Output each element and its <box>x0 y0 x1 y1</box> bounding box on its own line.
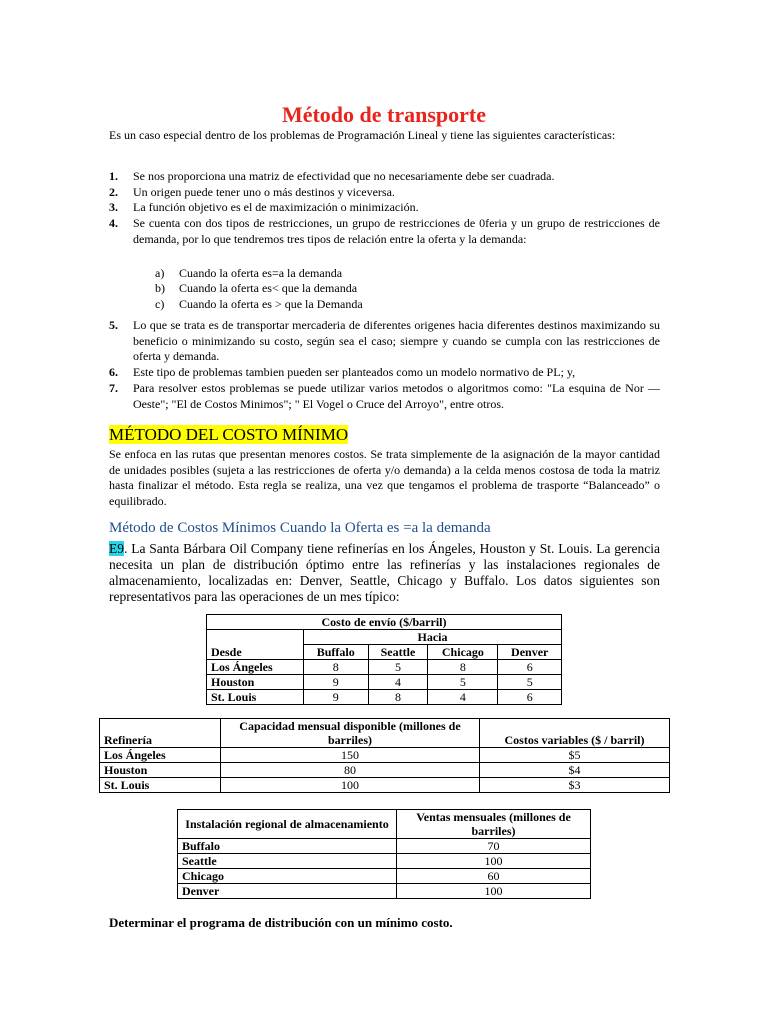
col-header: Seattle <box>368 645 428 660</box>
list-item: Se nos proporciona una matriz de efectividad que no necesariamente debe ser cuadrada. <box>133 169 555 183</box>
row-header: Houston <box>100 763 221 778</box>
section-paragraph: Se enfoca en las rutas que presentan menores costos. Se trata simplemente de la asignación de la mayor cantidad de unidades posibles (sujeta a las restricciones de oferta y/o demanda) a la celda menos costosa de toda la matriz hasta finalizar el método. Esta regla se realiza, una vez que tengamos el problema de trasporte “Balanceado” o equilibrado. <box>109 447 660 508</box>
table-row <box>100 763 670 778</box>
intro-paragraph: Es un caso especial dentro de los problemas de Programación Lineal y tiene las siguientes características: <box>109 128 616 142</box>
col-header: Ventas mensuales (millones de barriles) <box>397 810 591 839</box>
sublist-letter: a) <box>155 266 165 280</box>
row-header: Buffalo <box>178 839 397 854</box>
col-header: Denver <box>498 645 562 660</box>
sublist-item: Cuando la oferta es=a la demanda <box>179 266 343 280</box>
table-row <box>178 854 591 869</box>
table-row <box>100 748 670 763</box>
table-row <box>178 839 591 854</box>
row-header: Los Ángeles <box>207 660 304 675</box>
table-cell: 8 <box>368 690 428 705</box>
list-number: 3. <box>109 200 118 214</box>
table-cell: $3 <box>480 778 670 793</box>
col-header: Buffalo <box>303 645 368 660</box>
table-cell: 5 <box>368 660 428 675</box>
list-item: Lo que se trata es de transportar mercaderia de diferentes origenes hacia diferentes destinos maximizando su beneficio o minimizando su costo, según sea el caso; siempre y cuando se cumpla con las restricciones de oferta y demanda. <box>133 318 660 363</box>
sublist-letter: b) <box>155 281 165 295</box>
table-cell: $5 <box>480 748 670 763</box>
row-header: Seattle <box>178 854 397 869</box>
cost-table <box>206 614 562 705</box>
table-cell: 5 <box>498 675 562 690</box>
col-header: Refinería <box>100 719 221 748</box>
table-cell: 6 <box>498 690 562 705</box>
sublist-item: Cuando la oferta es< que la demanda <box>179 281 358 295</box>
cost-table-caption: Costo de envío ($/barril) <box>207 615 562 630</box>
table-cell: 9 <box>303 675 368 690</box>
row-header: St. Louis <box>100 778 221 793</box>
sublist-letter: c) <box>155 297 165 311</box>
demand-table <box>177 809 591 899</box>
table-cell: 8 <box>428 660 498 675</box>
row-header: Los Ángeles <box>100 748 221 763</box>
list-number: 7. <box>109 381 118 395</box>
page-title: Método de transporte <box>281 102 487 127</box>
row-header: Houston <box>207 675 304 690</box>
section-heading-text: MÉTODO DEL COSTO MÍNIMO <box>109 425 349 444</box>
table-cell: 100 <box>221 778 480 793</box>
problem-paragraph <box>109 541 660 605</box>
table-cell: 100 <box>397 884 591 899</box>
table-row <box>207 675 562 690</box>
row-header: Denver <box>178 884 397 899</box>
list-item: La función objetivo es el de maximización o minimización. <box>133 200 419 214</box>
table-cell: 70 <box>397 839 591 854</box>
table-row <box>207 690 562 705</box>
list-item: Para resolver estos problemas se puede utilizar varios metodos o algoritmos como: "La esquina de Nor — Oeste"; "El de Costos Minimos"; " El Vogel o Cruce del Arroyo", entre otros. <box>133 381 660 411</box>
capacity-table <box>99 718 670 793</box>
table-cell: 4 <box>368 675 428 690</box>
col-header: Chicago <box>428 645 498 660</box>
table-cell: 8 <box>303 660 368 675</box>
sublist-item: Cuando la oferta es > que la Demanda <box>179 297 363 311</box>
table-cell: 4 <box>428 690 498 705</box>
problem-tag: E9 <box>109 541 124 556</box>
cost-table-hacia: Hacia <box>303 630 561 645</box>
table-row <box>178 869 591 884</box>
table-cell: 5 <box>428 675 498 690</box>
list-number: 2. <box>109 185 118 199</box>
table-cell: 150 <box>221 748 480 763</box>
table-row <box>207 660 562 675</box>
table-cell: 100 <box>397 854 591 869</box>
subsection-heading: Método de Costos Mínimos Cuando la Oferta es =a la demanda <box>109 520 491 536</box>
list-item: Un origen puede tener uno o más destinos y viceversa. <box>133 185 395 199</box>
list-number: 5. <box>109 318 118 332</box>
table-cell: 80 <box>221 763 480 778</box>
col-header: Costos variables ($ / barril) <box>480 719 670 748</box>
row-header: Chicago <box>178 869 397 884</box>
list-number: 1. <box>109 169 118 183</box>
list-item: Se cuenta con dos tipos de restricciones, un grupo de restricciones de 0feria y un grupo de restricciones de demanda, por lo que tendremos tres tipos de relación entre la oferta y la demanda: <box>133 216 660 246</box>
section-heading <box>109 425 348 445</box>
list-number: 4. <box>109 216 118 230</box>
row-header: St. Louis <box>207 690 304 705</box>
col-header: Instalación regional de almacenamiento <box>178 810 397 839</box>
list-number: 6. <box>109 365 118 379</box>
problem-text: . La Santa Bárbara Oil Company tiene refinerías en los Ángeles, Houston y St. Louis. La gerencia necesita un plan de distribución óptimo entre las refinerías y las instalaciones regionales de almacenamiento, localizadas en: Denver, Seattle, Chicago y Buffalo. Los datos siguientes son representativos para las operaciones de un mes típico: <box>109 541 660 604</box>
table-cell: $4 <box>480 763 670 778</box>
table-cell: 6 <box>498 660 562 675</box>
cost-table-desde: Desde <box>207 645 304 660</box>
table-cell: 60 <box>397 869 591 884</box>
table-row <box>178 884 591 899</box>
final-instruction: Determinar el programa de distribución con un mínimo costo. <box>109 915 453 930</box>
list-item: Este tipo de problemas tambien pueden ser planteados como un modelo normativo de PL; y, <box>133 365 576 379</box>
table-row <box>100 778 670 793</box>
table-cell: 9 <box>303 690 368 705</box>
col-header: Capacidad mensual disponible (millones de barriles) <box>221 719 480 748</box>
